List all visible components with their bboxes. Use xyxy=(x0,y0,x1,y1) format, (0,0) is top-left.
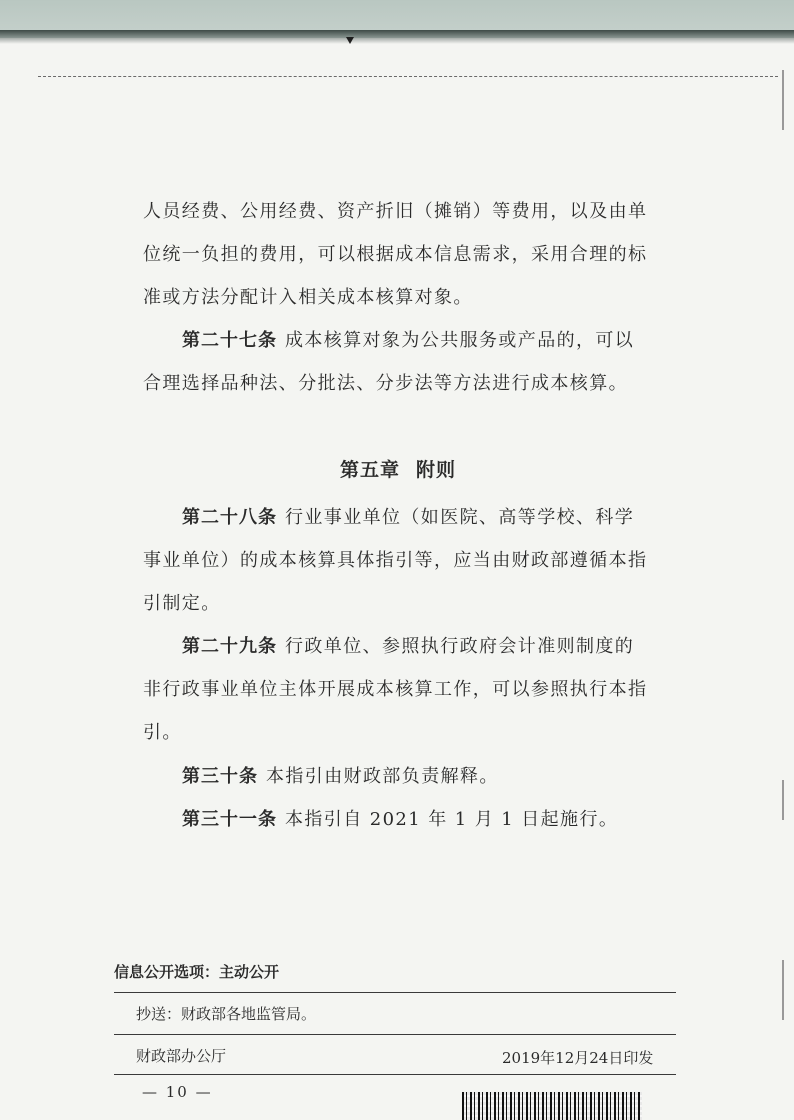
article-27 xyxy=(182,328,702,354)
article-text: 行政单位、参照执行政府会计准则制度的 xyxy=(285,636,635,657)
article-number: 第三十一条 xyxy=(182,809,277,830)
paragraph-line: 人员经费、公用经费、资产折旧（摊销）等费用，以及由单 xyxy=(143,201,648,222)
footer-rule xyxy=(114,1074,676,1075)
scan-shadow xyxy=(0,30,794,44)
paragraph-line: 引。 xyxy=(143,722,182,743)
chapter-title: 附则 xyxy=(416,459,457,481)
disclosure-option: 信息公开选项：主动公开 xyxy=(114,963,280,981)
paragraph-line: 位统一负担的费用，可以根据成本信息需求，采用合理的标 xyxy=(143,244,648,265)
article-31 xyxy=(182,807,702,833)
paragraph-line: 引制定。 xyxy=(143,593,221,614)
article-number: 第二十九条 xyxy=(182,636,277,657)
paragraph-line: 准或方法分配计入相关成本核算对象。 xyxy=(143,287,473,308)
issuer: 财政部办公厅 xyxy=(136,1047,227,1065)
article-text: 本指引由财政部负责解释。 xyxy=(266,766,499,787)
edge-mark xyxy=(782,70,784,130)
footer-rule xyxy=(114,992,676,993)
edge-mark xyxy=(782,780,784,820)
paragraph-line: 合理选择品种法、分批法、分步法等方法进行成本核算。 xyxy=(143,373,628,394)
article-number: 第二十七条 xyxy=(182,330,277,351)
chapter-heading xyxy=(340,455,456,482)
footer-rule xyxy=(114,1034,676,1035)
article-text: 行业事业单位（如医院、高等学校、科学 xyxy=(285,507,635,528)
issue-date: 2019年12月24日印发 xyxy=(502,1049,654,1067)
article-text: 本指引自 2021 年 1 月 1 日起施行。 xyxy=(285,809,619,830)
article-28 xyxy=(182,505,702,531)
chapter-number: 第五章 xyxy=(340,459,401,481)
header-dashed-rule xyxy=(38,76,778,77)
article-number: 第二十八条 xyxy=(182,507,277,528)
paragraph-line: 事业单位）的成本核算具体指引等，应当由财政部遵循本指 xyxy=(143,550,648,571)
article-30 xyxy=(182,764,702,790)
article-29 xyxy=(182,634,702,660)
paragraph-line: 非行政事业单位主体开展成本核算工作，可以参照执行本指 xyxy=(143,679,648,700)
page-number: — 10 — xyxy=(142,1083,213,1101)
article-text: 成本核算对象为公共服务或产品的，可以 xyxy=(285,330,635,351)
barcode xyxy=(462,1092,642,1120)
edge-mark xyxy=(782,960,784,1020)
article-number: 第三十条 xyxy=(182,766,258,787)
cc-line: 抄送：财政部各地监管局。 xyxy=(136,1005,317,1023)
